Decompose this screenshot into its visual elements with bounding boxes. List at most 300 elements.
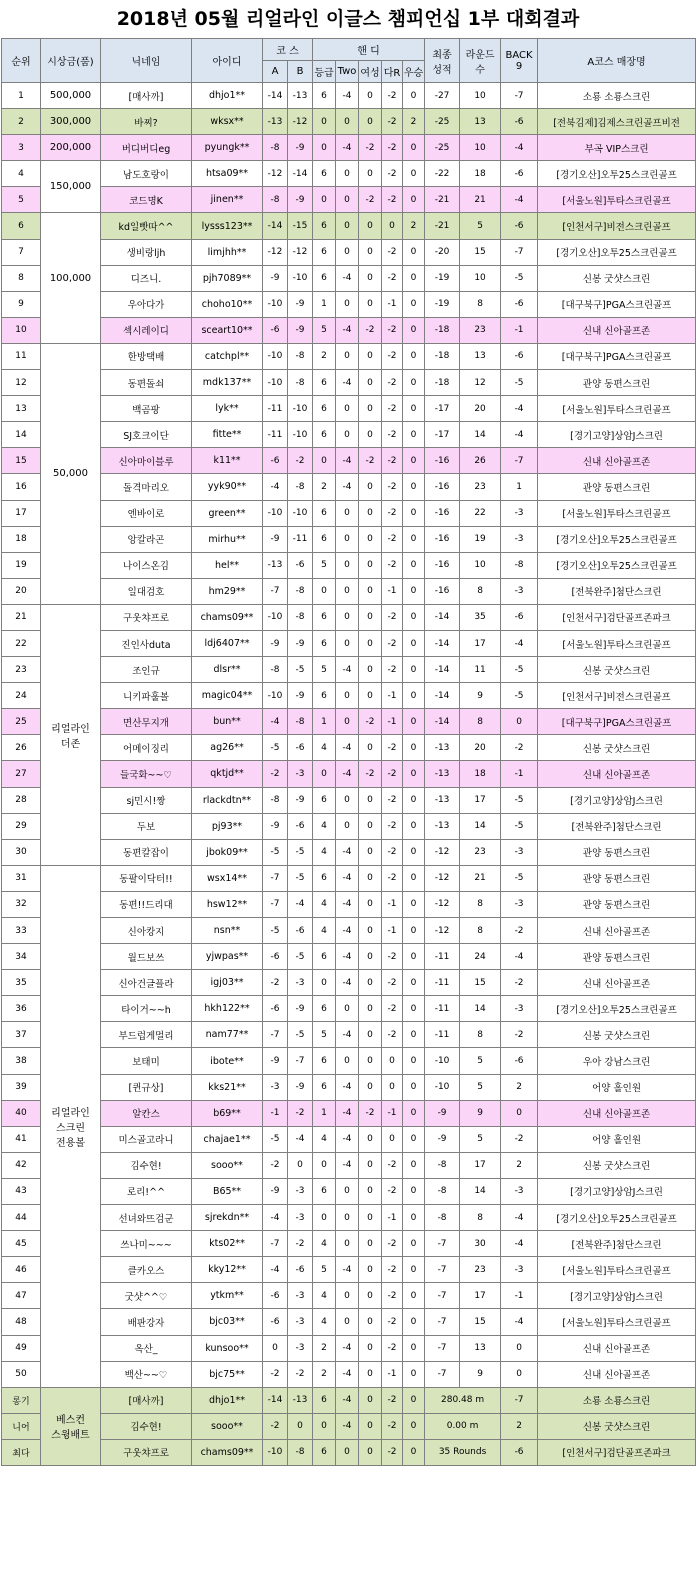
course-a-cell: -7 [263,1022,288,1048]
course-b-cell: -8 [288,578,313,604]
course-b-cell: -10 [288,265,313,291]
final-score-cell: -14 [425,683,460,709]
final-score-cell: -16 [425,500,460,526]
shop-cell: 신내 신아골프존 [538,317,696,343]
nickname-cell: 선녀와뜨검군 [101,1205,192,1231]
rank-cell: 3 [2,135,41,161]
rank-cell: 39 [2,1074,41,1100]
rounds-cell: 13 [460,109,501,135]
win-cell: 0 [403,291,425,317]
rank-cell: 34 [2,944,41,970]
shop-cell: 관양 동편스크린 [538,944,696,970]
table-row [2,918,696,944]
table-row [2,787,696,813]
user-id-cell: B65** [192,1178,263,1204]
award-nickname-cell: 구웃챠프로 [101,1439,192,1465]
award-result-cell: 35 Rounds [425,1439,501,1465]
award-b-cell: -13 [288,1387,313,1413]
rounds-cell: 18 [460,161,501,187]
final-score-cell: -13 [425,787,460,813]
table-row [2,630,696,656]
multi-round-cell: -2 [382,317,403,343]
table-row [2,343,696,369]
back9-cell: -4 [501,187,538,213]
nickname-cell: 앙칼라곤 [101,526,192,552]
shop-cell: 신내 신아골프존 [538,1335,696,1361]
table-row [2,239,696,265]
female-cell: 0 [359,1022,382,1048]
user-id-cell: sceart10** [192,317,263,343]
course-b-cell: -2 [288,1100,313,1126]
back9-cell: 1 [501,474,538,500]
rank-cell: 8 [2,265,41,291]
back9-cell: -2 [501,918,538,944]
course-a-cell: -8 [263,787,288,813]
nickname-cell: 남도호랑이 [101,161,192,187]
rank-cell: 33 [2,918,41,944]
grade-cell: 6 [313,630,336,656]
nickname-cell: 신아캉지 [101,918,192,944]
nickname-cell: 배판강자 [101,1309,192,1335]
final-score-cell: -12 [425,865,460,891]
back9-cell: -3 [501,996,538,1022]
final-score-cell: -7 [425,1257,460,1283]
course-b-cell: -6 [288,552,313,578]
two-cell: -4 [336,265,359,291]
multi-round-cell: -2 [382,1257,403,1283]
table-row [2,1283,696,1309]
course-a-cell: -12 [263,161,288,187]
course-b-cell: -8 [288,709,313,735]
female-cell: -2 [359,135,382,161]
rounds-cell: 14 [460,813,501,839]
win-cell: 0 [403,578,425,604]
table-row [2,396,696,422]
grade-cell: 0 [313,761,336,787]
shop-cell: [경기오산]오투25스크린골프 [538,161,696,187]
female-cell: 0 [359,1126,382,1152]
course-a-cell: -9 [263,1178,288,1204]
header-win: 우승 [403,61,425,83]
back9-cell: -2 [501,970,538,996]
table-row [2,735,696,761]
table-row [2,1152,696,1178]
rank-cell: 1 [2,83,41,109]
nickname-cell: 부드럽게멀리 [101,1022,192,1048]
user-id-cell: bjc03** [192,1309,263,1335]
final-score-cell: -11 [425,944,460,970]
female-cell: 0 [359,239,382,265]
rank-cell: 37 [2,1022,41,1048]
nickname-cell: 백곰팡 [101,396,192,422]
course-b-cell: -5 [288,865,313,891]
course-a-cell: -12 [263,239,288,265]
rank-cell: 2 [2,109,41,135]
win-cell: 2 [403,109,425,135]
award-two-cell: -4 [336,1413,359,1439]
two-cell: -4 [336,1074,359,1100]
rounds-cell: 9 [460,1100,501,1126]
female-cell: 0 [359,657,382,683]
user-id-cell: kts02** [192,1231,263,1257]
grade-cell: 6 [313,1048,336,1074]
course-a-cell: -10 [263,500,288,526]
female-cell: 0 [359,526,382,552]
course-b-cell: -3 [288,970,313,996]
shop-cell: [서울노원]투타스크린골프 [538,500,696,526]
course-a-cell: -1 [263,1100,288,1126]
award-label-cell: 롱기 [2,1387,41,1413]
user-id-cell: pyungk** [192,135,263,161]
final-score-cell: -7 [425,1361,460,1387]
grade-cell: 2 [313,343,336,369]
grade-cell: 0 [313,578,336,604]
shop-cell: 신봉 굿샷스크린 [538,1152,696,1178]
final-score-cell: -18 [425,317,460,343]
rank-cell: 46 [2,1257,41,1283]
course-a-cell: -8 [263,187,288,213]
shop-cell: [전북완주]첨단스크린 [538,578,696,604]
award-user-id-cell: sooo** [192,1413,263,1439]
back9-cell: -6 [501,604,538,630]
nickname-cell: 진인사duta [101,630,192,656]
header-course-b: B [288,61,313,83]
back9-cell: 2 [501,1152,538,1178]
win-cell: 0 [403,1231,425,1257]
female-cell: 0 [359,422,382,448]
rank-cell: 49 [2,1335,41,1361]
grade-cell: 6 [313,865,336,891]
grade-cell: 6 [313,83,336,109]
back9-cell: -8 [501,552,538,578]
two-cell: -4 [336,370,359,396]
user-id-cell: chajae1** [192,1126,263,1152]
course-b-cell: -12 [288,109,313,135]
table-row [2,657,696,683]
award-back9-cell: -7 [501,1387,538,1413]
final-score-cell: -12 [425,839,460,865]
course-b-cell: -3 [288,1283,313,1309]
female-cell: 0 [359,604,382,630]
win-cell: 0 [403,630,425,656]
win-cell: 0 [403,918,425,944]
rounds-cell: 8 [460,1022,501,1048]
shop-cell: 관양 동편스크린 [538,891,696,917]
table-row [2,996,696,1022]
table-row [2,500,696,526]
rank-cell: 43 [2,1178,41,1204]
rounds-cell: 14 [460,422,501,448]
course-b-cell: -2 [288,448,313,474]
course-a-cell: -9 [263,813,288,839]
two-cell: 0 [336,239,359,265]
shop-cell: [서울노원]투타스크린골프 [538,396,696,422]
user-id-cell: igj03** [192,970,263,996]
two-cell: -4 [336,839,359,865]
table-row [2,135,696,161]
user-id-cell: k11** [192,448,263,474]
user-id-cell: mirhu** [192,526,263,552]
female-cell: 0 [359,1283,382,1309]
grade-cell: 5 [313,1022,336,1048]
shop-cell: [경기오산]오투25스크린골프 [538,526,696,552]
rank-cell: 41 [2,1126,41,1152]
multi-round-cell: -1 [382,709,403,735]
course-a-cell: -10 [263,683,288,709]
final-score-cell: -25 [425,109,460,135]
course-a-cell: -10 [263,343,288,369]
grade-cell: 4 [313,813,336,839]
award-b-cell: 0 [288,1413,313,1439]
course-b-cell: -2 [288,1361,313,1387]
back9-cell: -4 [501,630,538,656]
rounds-cell: 35 [460,604,501,630]
user-id-cell: lyk** [192,396,263,422]
back9-cell: -1 [501,761,538,787]
nickname-cell: 쓰나미~~~ [101,1231,192,1257]
shop-cell: 신봉 굿샷스크린 [538,265,696,291]
header-two: Two [336,61,359,83]
table-row [2,1335,696,1361]
user-id-cell: kunsoo** [192,1335,263,1361]
two-cell: -4 [336,1361,359,1387]
user-id-cell: kky12** [192,1257,263,1283]
nickname-cell: 나이스온김 [101,552,192,578]
back9-cell: -5 [501,787,538,813]
rank-cell: 29 [2,813,41,839]
award-two-cell: -4 [336,1387,359,1413]
female-cell: 0 [359,343,382,369]
user-id-cell: wsx14** [192,865,263,891]
user-id-cell: b69** [192,1100,263,1126]
female-cell: 0 [359,291,382,317]
win-cell: 0 [403,83,425,109]
grade-cell: 6 [313,996,336,1022]
course-b-cell: -4 [288,1126,313,1152]
award-result-cell: 0.00 m [425,1413,501,1439]
multi-round-cell: -2 [382,657,403,683]
female-cell: -2 [359,187,382,213]
shop-cell: 신봉 굿샷스크린 [538,1022,696,1048]
multi-round-cell: -2 [382,996,403,1022]
shop-cell: [서울노원]투타스크린골프 [538,1257,696,1283]
nickname-cell: 바찌? [101,109,192,135]
multi-round-cell: -2 [382,526,403,552]
win-cell: 0 [403,1361,425,1387]
rank-cell: 35 [2,970,41,996]
nickname-cell: 생비랑ljh [101,239,192,265]
course-b-cell: -2 [288,1231,313,1257]
two-cell: 0 [336,813,359,839]
table-row [2,552,696,578]
course-a-cell: 0 [263,1335,288,1361]
course-a-cell: -4 [263,709,288,735]
two-cell: 0 [336,500,359,526]
win-cell: 0 [403,865,425,891]
female-cell: 0 [359,578,382,604]
rounds-cell: 15 [460,970,501,996]
grade-cell: 6 [313,396,336,422]
award-shop-cell: 신봉 굿샷스크린 [538,1413,696,1439]
shop-cell: [전북완주]첨단스크린 [538,1231,696,1257]
win-cell: 0 [403,187,425,213]
win-cell: 0 [403,1074,425,1100]
shop-cell: [경기오산]오투25스크린골프 [538,1205,696,1231]
user-id-cell: sooo** [192,1152,263,1178]
rank-cell: 5 [2,187,41,213]
female-cell: 0 [359,683,382,709]
win-cell: 0 [403,1100,425,1126]
award-prize-cell: 베스컨 스윙배트 [41,1387,101,1465]
award-shop-cell: [인천서구]검단골프존파크 [538,1439,696,1465]
course-b-cell: -3 [288,1335,313,1361]
course-a-cell: -4 [263,474,288,500]
table-row [2,83,696,109]
course-b-cell: -9 [288,187,313,213]
rounds-cell: 8 [460,578,501,604]
user-id-cell: limjhh** [192,239,263,265]
course-b-cell: -6 [288,813,313,839]
rank-cell: 32 [2,891,41,917]
nickname-cell: [매사까] [101,83,192,109]
multi-round-cell: -2 [382,604,403,630]
two-cell: -4 [336,83,359,109]
rank-cell: 18 [2,526,41,552]
rank-cell: 4 [2,161,41,187]
prize-cell: 150,000 [41,161,101,213]
user-id-cell: nsn** [192,918,263,944]
course-b-cell: -12 [288,239,313,265]
win-cell: 0 [403,787,425,813]
grade-cell: 0 [313,448,336,474]
rounds-cell: 30 [460,1231,501,1257]
award-row [2,1387,696,1413]
user-id-cell: lysss123** [192,213,263,239]
shop-cell: [인천서구]검단골프존파크 [538,604,696,630]
user-id-cell: choho10** [192,291,263,317]
rank-cell: 20 [2,578,41,604]
course-a-cell: -6 [263,1309,288,1335]
female-cell: -2 [359,317,382,343]
shop-cell: 어양 홀인원 [538,1074,696,1100]
nickname-cell: 클카오스 [101,1257,192,1283]
header-back9: BACK 9 [501,39,538,83]
table-row [2,813,696,839]
final-score-cell: -7 [425,1335,460,1361]
grade-cell: 0 [313,1152,336,1178]
grade-cell: 6 [313,683,336,709]
user-id-cell: chams09** [192,604,263,630]
table-row [2,1205,696,1231]
back9-cell: -4 [501,396,538,422]
two-cell: -4 [336,918,359,944]
table-row [2,526,696,552]
grade-cell: 2 [313,1361,336,1387]
two-cell: -4 [336,761,359,787]
course-b-cell: -11 [288,526,313,552]
grade-cell: 6 [313,213,336,239]
rounds-cell: 8 [460,291,501,317]
nickname-cell: 구웃챠프로 [101,604,192,630]
win-cell: 0 [403,552,425,578]
course-a-cell: -10 [263,370,288,396]
header-multi-round: 다R [382,61,403,83]
rounds-cell: 8 [460,891,501,917]
nickname-cell: 로리!^^ [101,1178,192,1204]
rounds-cell: 23 [460,474,501,500]
grade-cell: 4 [313,918,336,944]
header-final-score: 최종 성적 [425,39,460,83]
rank-cell: 28 [2,787,41,813]
final-score-cell: -18 [425,370,460,396]
rounds-cell: 13 [460,1335,501,1361]
course-b-cell: -8 [288,370,313,396]
shop-cell: [인천서구]비전스크린골프 [538,683,696,709]
course-a-cell: -7 [263,578,288,604]
multi-round-cell: -2 [382,552,403,578]
final-score-cell: -17 [425,396,460,422]
final-score-cell: -13 [425,813,460,839]
final-score-cell: -11 [425,996,460,1022]
user-id-cell: green** [192,500,263,526]
final-score-cell: -9 [425,1126,460,1152]
back9-cell: -4 [501,422,538,448]
back9-cell: -6 [501,213,538,239]
user-id-cell: pjh7089** [192,265,263,291]
multi-round-cell: -2 [382,239,403,265]
course-b-cell: -5 [288,839,313,865]
two-cell: 0 [336,578,359,604]
rounds-cell: 5 [460,1048,501,1074]
course-a-cell: -9 [263,630,288,656]
multi-round-cell: -1 [382,683,403,709]
user-id-cell: jbok09** [192,839,263,865]
nickname-cell: 어메이징리 [101,735,192,761]
final-score-cell: -8 [425,1152,460,1178]
results-body [2,83,696,1388]
final-score-cell: -16 [425,526,460,552]
grade-cell: 1 [313,291,336,317]
table-row [2,970,696,996]
course-a-cell: -6 [263,996,288,1022]
two-cell: -4 [336,135,359,161]
back9-cell: -2 [501,1022,538,1048]
final-score-cell: -14 [425,657,460,683]
female-cell: 0 [359,787,382,813]
nickname-cell: kd일빳따^^ [101,213,192,239]
win-cell: 0 [403,944,425,970]
course-b-cell: -9 [288,317,313,343]
two-cell: 0 [336,787,359,813]
rounds-cell: 26 [460,448,501,474]
table-row [2,683,696,709]
rank-cell: 13 [2,396,41,422]
back9-cell: 0 [501,709,538,735]
rounds-cell: 10 [460,552,501,578]
course-a-cell: -8 [263,135,288,161]
course-a-cell: -7 [263,891,288,917]
user-id-cell: magic04** [192,683,263,709]
win-cell: 0 [403,891,425,917]
course-b-cell: -6 [288,918,313,944]
female-cell: 0 [359,396,382,422]
female-cell: -2 [359,709,382,735]
two-cell: -4 [336,944,359,970]
prize-cell: 100,000 [41,213,101,343]
rank-cell: 40 [2,1100,41,1126]
table-row [2,187,696,213]
course-a-cell: -8 [263,657,288,683]
